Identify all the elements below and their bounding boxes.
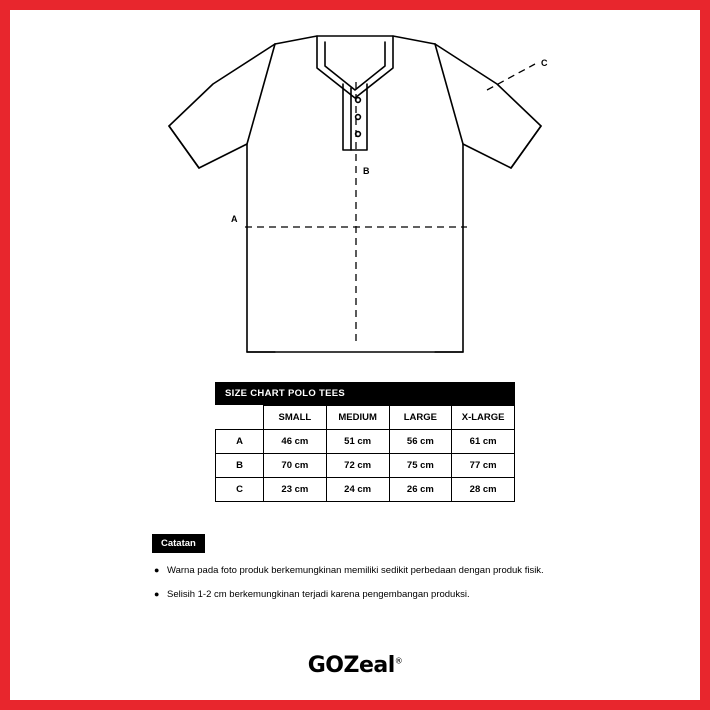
- table-row: [216, 454, 515, 478]
- table-row: [216, 478, 515, 502]
- notes-tag: Catatan: [152, 534, 205, 553]
- cell-b-xlarge: 77 cm: [452, 454, 515, 478]
- table-header-row: [216, 406, 515, 430]
- shirt-left-cuff: [169, 126, 199, 168]
- size-chart-title: SIZE CHART POLO TEES: [215, 382, 515, 405]
- bullet-icon: ●: [154, 589, 160, 599]
- row-label-a: A: [216, 430, 264, 454]
- polo-shirt-svg: [155, 22, 555, 372]
- cell-c-medium: 24 cm: [326, 478, 389, 502]
- cell-a-xlarge: 61 cm: [452, 430, 515, 454]
- cell-c-large: 26 cm: [389, 478, 452, 502]
- notes-section: [152, 533, 582, 601]
- brand-logo-text: GOZeal: [307, 653, 395, 678]
- size-chart: [215, 382, 515, 502]
- shirt-right-cuff: [511, 126, 541, 168]
- cell-a-medium: 51 cm: [326, 430, 389, 454]
- cell-b-small: 70 cm: [264, 454, 327, 478]
- size-chart-table: [215, 405, 515, 502]
- measure-line-c: [487, 64, 535, 90]
- cell-b-medium: 72 cm: [326, 454, 389, 478]
- shirt-collar-inner: [325, 42, 385, 90]
- cell-c-xlarge: 28 cm: [452, 478, 515, 502]
- measure-label-c: C: [541, 58, 548, 68]
- shirt-left-body-outline: [169, 44, 275, 352]
- table-header-medium: MEDIUM: [326, 406, 389, 430]
- cell-a-large: 56 cm: [389, 430, 452, 454]
- measure-label-a: A: [231, 214, 238, 224]
- page-canvas: [10, 10, 700, 700]
- table-header-large: LARGE: [389, 406, 452, 430]
- polo-shirt-illustration: [10, 22, 700, 382]
- note-text-2: Selisih 1-2 cm berkemungkinan terjadi karena pengembangan produksi.: [167, 589, 470, 600]
- cell-c-small: 23 cm: [264, 478, 327, 502]
- note-item: [152, 588, 582, 601]
- table-row: [216, 430, 515, 454]
- table-corner-cell: [216, 406, 264, 430]
- cell-a-small: 46 cm: [264, 430, 327, 454]
- note-text-1: Warna pada foto produk berkemungkinan memiliki sedikit perbedaan dengan produk fisik.: [167, 565, 544, 576]
- brand-footer: [10, 653, 700, 678]
- row-label-c: C: [216, 478, 264, 502]
- registered-trademark-icon: ®: [394, 656, 403, 666]
- brand-logo: [308, 653, 403, 678]
- shirt-right-body-outline: [435, 44, 541, 352]
- shirt-collar-outer: [317, 36, 393, 98]
- measure-label-b: B: [363, 166, 370, 176]
- row-label-b: B: [216, 454, 264, 478]
- cell-b-large: 75 cm: [389, 454, 452, 478]
- bullet-icon: ●: [154, 565, 160, 575]
- shirt-shoulder-line: [275, 36, 435, 44]
- table-header-small: SMALL: [264, 406, 327, 430]
- note-item: [152, 564, 582, 577]
- table-header-xlarge: X-LARGE: [452, 406, 515, 430]
